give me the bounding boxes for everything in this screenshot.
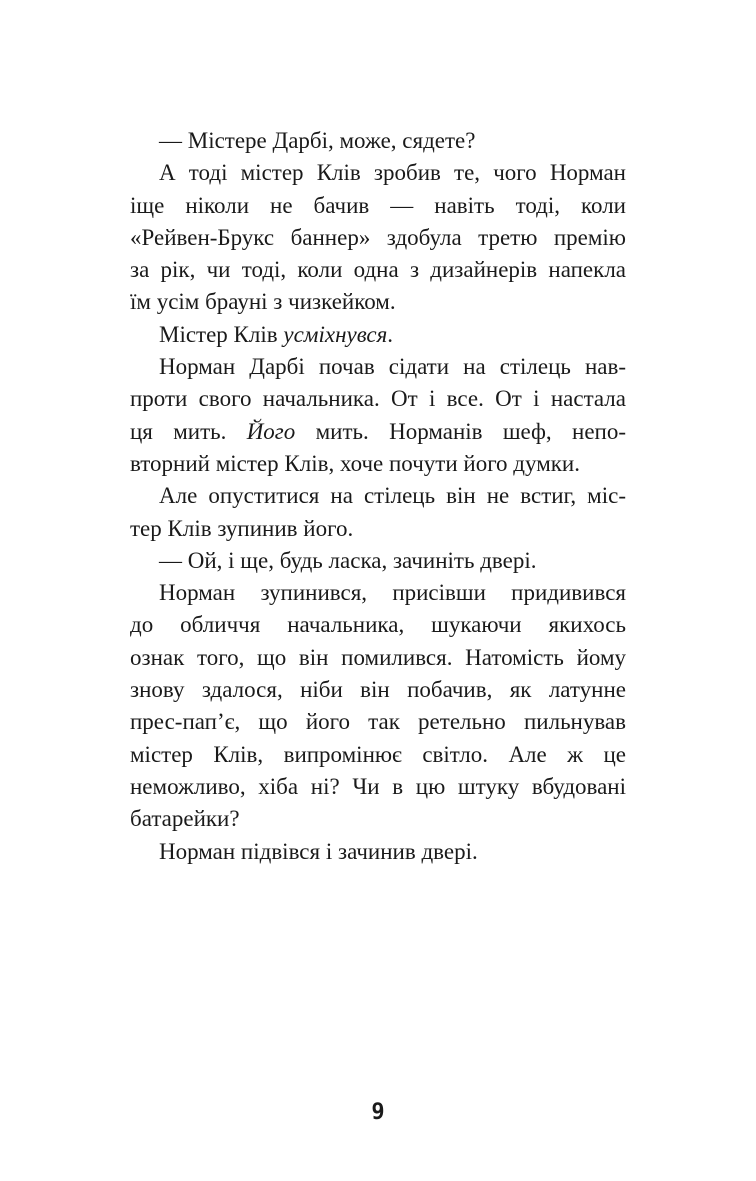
text-segment: Норман підвівся і зачинив двері. — [159, 838, 478, 864]
text-line — [130, 739, 626, 771]
text-line — [130, 190, 626, 222]
paragraph — [130, 545, 626, 577]
text-segment: знову здалося, ніби він побачив, як латунне — [130, 677, 626, 703]
text-segment: — Містере Дарбі, може, сядете? — [159, 128, 476, 153]
italic-text: усміхнувся — [283, 321, 388, 347]
text-segment: А тоді містер Клів зробив те, чого Норман — [159, 160, 626, 186]
text-segment: Містер Клів — [159, 321, 284, 347]
text-segment: Але опуститися на стілець він не встиг, міс- — [159, 483, 626, 509]
paragraph — [130, 157, 626, 318]
text-line — [130, 254, 626, 286]
text-line — [130, 609, 626, 641]
text-line — [130, 577, 626, 609]
text-segment: їм усім брауні з чизкейком. — [130, 289, 396, 315]
page-number: 9 — [371, 1100, 385, 1125]
text-line — [130, 706, 626, 738]
text-line — [130, 383, 626, 415]
body-text — [130, 125, 626, 868]
text-segment: за рік, чи тоді, коли одна з дизайнерів напекла — [130, 257, 626, 283]
text-line — [130, 416, 626, 448]
text-segment: — Ой, і ще, будь ласка, зачиніть двері. — [159, 547, 537, 573]
text-segment: ознак того, що він помилився. Натомість йому — [130, 644, 626, 670]
text-line — [130, 351, 626, 383]
text-segment: . — [387, 321, 394, 347]
text-segment: батарейки? — [130, 806, 240, 832]
text-line — [130, 836, 626, 868]
text-segment: прес-пап’є, що його так ретельно пильнував — [130, 709, 626, 735]
text-segment: Норман зупинився, присівши придивився — [159, 580, 626, 606]
text-segment: ця мить. — [130, 418, 247, 444]
paragraph — [130, 351, 626, 480]
text-line — [130, 642, 626, 674]
text-segment: іще ніколи не бачив — навіть тоді, коли — [130, 192, 626, 218]
text-segment: містер Клів, випромінює світло. Але ж це — [130, 741, 626, 767]
text-segment: до обличчя начальника, шукаючи якихось — [130, 612, 626, 638]
text-line — [130, 157, 626, 189]
text-line — [130, 674, 626, 706]
paragraph — [130, 480, 626, 545]
text-line — [130, 545, 626, 577]
paragraph — [130, 319, 626, 351]
text-segment: Норман Дарбі почав сідати на стілець нав- — [159, 354, 626, 380]
text-line — [130, 803, 626, 835]
text-line — [130, 319, 626, 351]
text-line — [130, 286, 626, 318]
text-segment: проти свого начальника. От і все. От і настала — [130, 386, 626, 412]
paragraph — [130, 577, 626, 835]
text-segment: «Рейвен-Брукс баннер» здобула третю премію — [130, 224, 626, 250]
text-line — [130, 125, 626, 157]
paragraph — [130, 125, 626, 157]
text-segment: вторний містер Клів, хоче почути його думки. — [130, 450, 580, 476]
text-line — [130, 448, 626, 480]
italic-text: Його — [246, 418, 296, 444]
text-segment: неможливо, хіба ні? Чи в цю штуку вбудовані — [130, 773, 626, 799]
text-line — [130, 222, 626, 254]
text-line — [130, 513, 626, 545]
paragraph — [130, 836, 626, 868]
text-line — [130, 771, 626, 803]
text-line — [130, 480, 626, 512]
text-segment: тер Клів зупинив його. — [130, 515, 354, 541]
text-segment: мить. Норманів шеф, непо- — [295, 418, 626, 444]
